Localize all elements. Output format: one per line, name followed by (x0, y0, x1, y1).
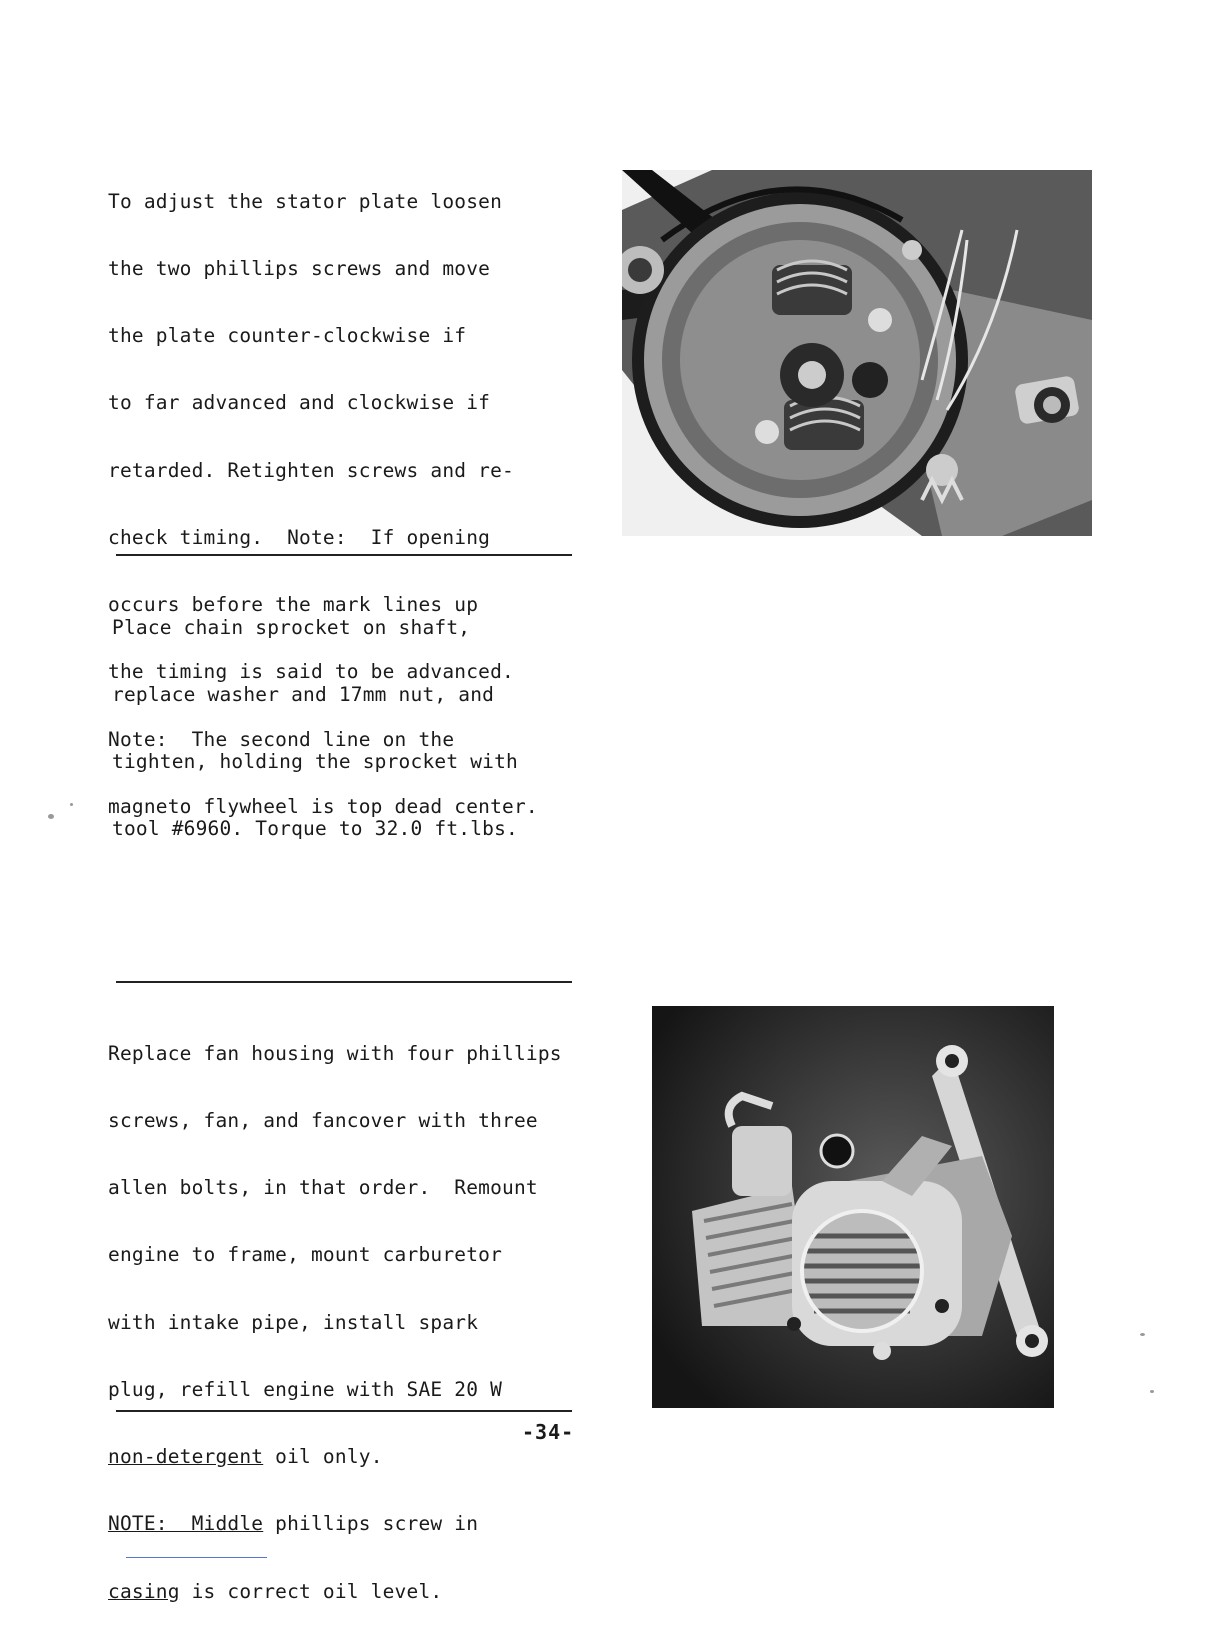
text-line: screws, fan, and fancover with three (108, 1109, 538, 1133)
text-fragment: is correct oil level. (179, 1579, 443, 1603)
text-line: tool #6960. Torque to 32.0 ft.lbs. (112, 817, 518, 841)
text-line: tighten, holding the sprocket with (112, 750, 518, 774)
paragraph-sprocket (112, 572, 518, 863)
text-line: the two phillips screws and move (108, 257, 491, 281)
underlined-text: non-detergent (108, 1445, 264, 1469)
page-number: -34- (522, 1420, 575, 1444)
text-fragment: oil only. (263, 1445, 383, 1469)
scan-speck (1140, 1333, 1145, 1336)
text-line: to far advanced and clockwise if (108, 391, 491, 415)
text-line: occurs before the mark lines up (108, 593, 479, 617)
stator-plate-photo (622, 170, 1092, 536)
note-line (108, 1513, 562, 1535)
text-line: magneto flywheel is top dead center. (108, 794, 538, 818)
scan-speck (48, 814, 54, 819)
scan-speck (70, 803, 73, 806)
text-line: replace washer and 17mm nut, and (112, 683, 495, 707)
text-line: Note: The second line on the (108, 727, 455, 751)
footer-underline (126, 1557, 267, 1558)
text-line: the plate counter-clockwise if (108, 324, 467, 348)
text-line: Place chain sprocket on shaft, (112, 615, 471, 639)
note-label: NOTE: Middle (108, 1512, 264, 1536)
text-line: engine to frame, mount carburetor (108, 1243, 503, 1267)
text-line (108, 1446, 562, 1468)
section-divider (116, 554, 572, 556)
engine-assembly-photo (652, 1006, 1054, 1408)
underlined-text: casing (108, 1579, 180, 1603)
text-line: To adjust the stator plate loosen (108, 189, 503, 213)
text-line: check timing. Note: If opening (108, 525, 491, 549)
text-line: the timing is said to be advanced. (108, 660, 514, 684)
text-line: with intake pipe, install spark (108, 1310, 479, 1334)
section-divider (116, 981, 572, 983)
paragraph-fan-housing (108, 998, 562, 1625)
text-line: retarded. Retighten screws and re- (108, 458, 514, 482)
text-fragment: phillips screw in (263, 1512, 479, 1536)
text-line: plug, refill engine with SAE 20 W (108, 1377, 503, 1401)
text-line: allen bolts, in that order. Remount (108, 1176, 538, 1200)
section-divider (116, 1410, 572, 1412)
scan-speck (1150, 1390, 1154, 1393)
text-line: Replace fan housing with four phillips (108, 1041, 562, 1065)
